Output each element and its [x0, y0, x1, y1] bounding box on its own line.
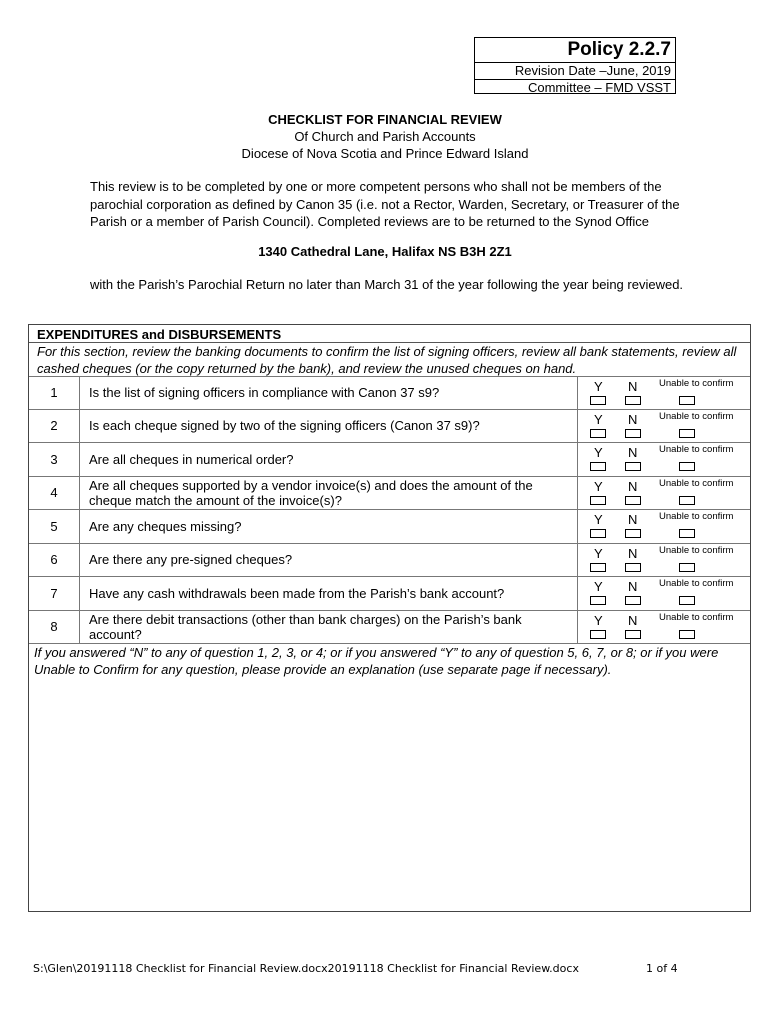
column-divider — [577, 611, 578, 644]
yes-checkbox[interactable] — [590, 596, 606, 605]
question-text: Are any cheques missing? — [89, 518, 242, 534]
column-divider — [577, 544, 578, 577]
policy-number: Policy 2.2.7 — [475, 38, 675, 63]
intro-paragraph: This review is to be completed by one or more competent persons who shall not be members of the parochial corporation as defined by Canon 35 (i.e. not a Rector, Warden, Secretary, or Treasurer of the Parish or a member of Parish Council). Completed reviews are to be returned to the Synod Office — [90, 179, 680, 229]
question-row — [29, 410, 750, 444]
unable-label: Unable to confirm — [659, 378, 734, 389]
question-number: 3 — [29, 443, 80, 476]
question-text: Are all cheques in numerical order? — [89, 451, 294, 467]
no-checkbox[interactable] — [625, 596, 641, 605]
unable-label: Unable to confirm — [659, 410, 734, 422]
committee: Committee – FMD VSST — [527, 80, 671, 95]
unable-checkbox[interactable] — [679, 396, 695, 405]
no-checkbox[interactable] — [625, 563, 641, 572]
question-number: 5 — [29, 510, 80, 543]
unable-checkbox[interactable] — [679, 563, 695, 572]
question-row — [29, 477, 750, 511]
question-text: Are there debit transactions (other than bank charges) on the Parish’s bank account? — [89, 611, 522, 642]
unable-checkbox[interactable] — [679, 429, 695, 438]
column-divider — [577, 477, 578, 510]
question-number: 4 — [29, 477, 80, 510]
question-row — [29, 577, 750, 611]
question-number: 7 — [29, 577, 80, 610]
question-number: 1 — [29, 377, 80, 409]
no-checkbox[interactable] — [625, 630, 641, 639]
yes-label: Y — [594, 612, 603, 628]
question-row — [29, 443, 750, 477]
no-label: N — [628, 545, 638, 561]
no-label: N — [628, 612, 638, 628]
no-checkbox[interactable] — [625, 462, 641, 471]
yes-checkbox[interactable] — [590, 396, 606, 405]
unable-label: Unable to confirm — [659, 578, 734, 589]
diocese-name: Diocese of Nova Scotia and Prince Edward Island — [241, 146, 529, 161]
synod-address: 1340 Cathedral Lane, Halifax NS B3H 2Z1 — [258, 244, 512, 259]
question-row — [29, 544, 750, 578]
column-divider — [577, 510, 578, 543]
section-title: EXPENDITURES and DISBURSEMENTS — [37, 327, 282, 342]
question-text: Have any cash withdrawals been made from the Parish’s bank account? — [89, 585, 505, 601]
footer-file-path: S:\Glen\20191118 Checklist for Financial Review.docx20191118 Checklist for Financial Review.docx — [33, 962, 579, 975]
unable-label: Unable to confirm — [659, 544, 734, 556]
unable-checkbox[interactable] — [679, 596, 695, 605]
no-checkbox[interactable] — [625, 429, 641, 438]
question-text: Is the list of signing officers in compliance with Canon 37 s9? — [89, 385, 440, 401]
document-title: CHECKLIST FOR FINANCIAL REVIEW — [268, 112, 502, 127]
unable-label: Unable to confirm — [659, 611, 734, 623]
unable-label: Unable to confirm — [659, 477, 734, 489]
footer-page-number: 1 of 4 — [646, 962, 678, 975]
yes-checkbox[interactable] — [590, 496, 606, 505]
expenditures-section — [28, 324, 751, 912]
question-row — [29, 376, 750, 410]
no-checkbox[interactable] — [625, 396, 641, 405]
unable-checkbox[interactable] — [679, 529, 695, 538]
question-text: Are all cheques supported by a vendor invoice(s) and does the amount of the cheque match the amount of the invoice(s)? — [89, 477, 533, 508]
no-checkbox[interactable] — [625, 529, 641, 538]
yes-checkbox[interactable] — [590, 462, 606, 471]
yes-label: Y — [594, 545, 603, 561]
no-label: N — [628, 512, 638, 527]
yes-checkbox[interactable] — [590, 630, 606, 639]
column-divider — [577, 577, 578, 610]
unable-label: Unable to confirm — [659, 511, 734, 522]
explanation-note: If you answered “N” to any of question 1, 2, 3, or 4; or if you answered “Y” to any of question 5, 6, 7, or 8; or if you were Unable to Confirm for any question, please provide an explanation (use separate page if necessary). — [34, 645, 719, 677]
question-number: 2 — [29, 410, 80, 443]
column-divider — [577, 410, 578, 443]
column-divider — [577, 377, 578, 409]
unable-checkbox[interactable] — [679, 630, 695, 639]
questions-table — [29, 376, 750, 644]
policy-header-box — [474, 37, 676, 94]
unable-checkbox[interactable] — [679, 462, 695, 471]
no-label: N — [628, 445, 638, 460]
question-number: 8 — [29, 611, 80, 644]
no-label: N — [628, 579, 638, 594]
no-label: N — [628, 411, 638, 427]
yes-label: Y — [594, 478, 603, 494]
no-checkbox[interactable] — [625, 496, 641, 505]
section-instructions: For this section, review the banking documents to confirm the list of signing officers, review all bank statements, review all cashed cheques (or the copy returned by the bank), and review the unused cheques on hand. — [37, 344, 737, 376]
yes-checkbox[interactable] — [590, 429, 606, 438]
deadline-paragraph: with the Parish’s Parochial Return no later than March 31 of the year following the year being reviewed. — [90, 277, 684, 292]
unable-label: Unable to confirm — [659, 444, 734, 455]
question-number: 6 — [29, 544, 80, 577]
unable-checkbox[interactable] — [679, 496, 695, 505]
yes-label: Y — [594, 411, 603, 427]
yes-checkbox[interactable] — [590, 563, 606, 572]
column-divider — [577, 443, 578, 476]
question-text: Is each cheque signed by two of the signing officers (Canon 37 s9)? — [89, 418, 480, 434]
yes-label: Y — [594, 379, 603, 394]
yes-label: Y — [594, 445, 603, 460]
question-text: Are there any pre-signed cheques? — [89, 552, 293, 568]
no-label: N — [628, 478, 638, 494]
question-row — [29, 611, 750, 645]
no-label: N — [628, 379, 638, 394]
question-row — [29, 510, 750, 544]
yes-checkbox[interactable] — [590, 529, 606, 538]
section-divider — [29, 342, 750, 343]
yes-label: Y — [594, 512, 603, 527]
document-subtitle: Of Church and Parish Accounts — [294, 129, 476, 144]
revision-date: Revision Date –June, 2019 — [475, 63, 675, 80]
yes-label: Y — [594, 579, 603, 594]
